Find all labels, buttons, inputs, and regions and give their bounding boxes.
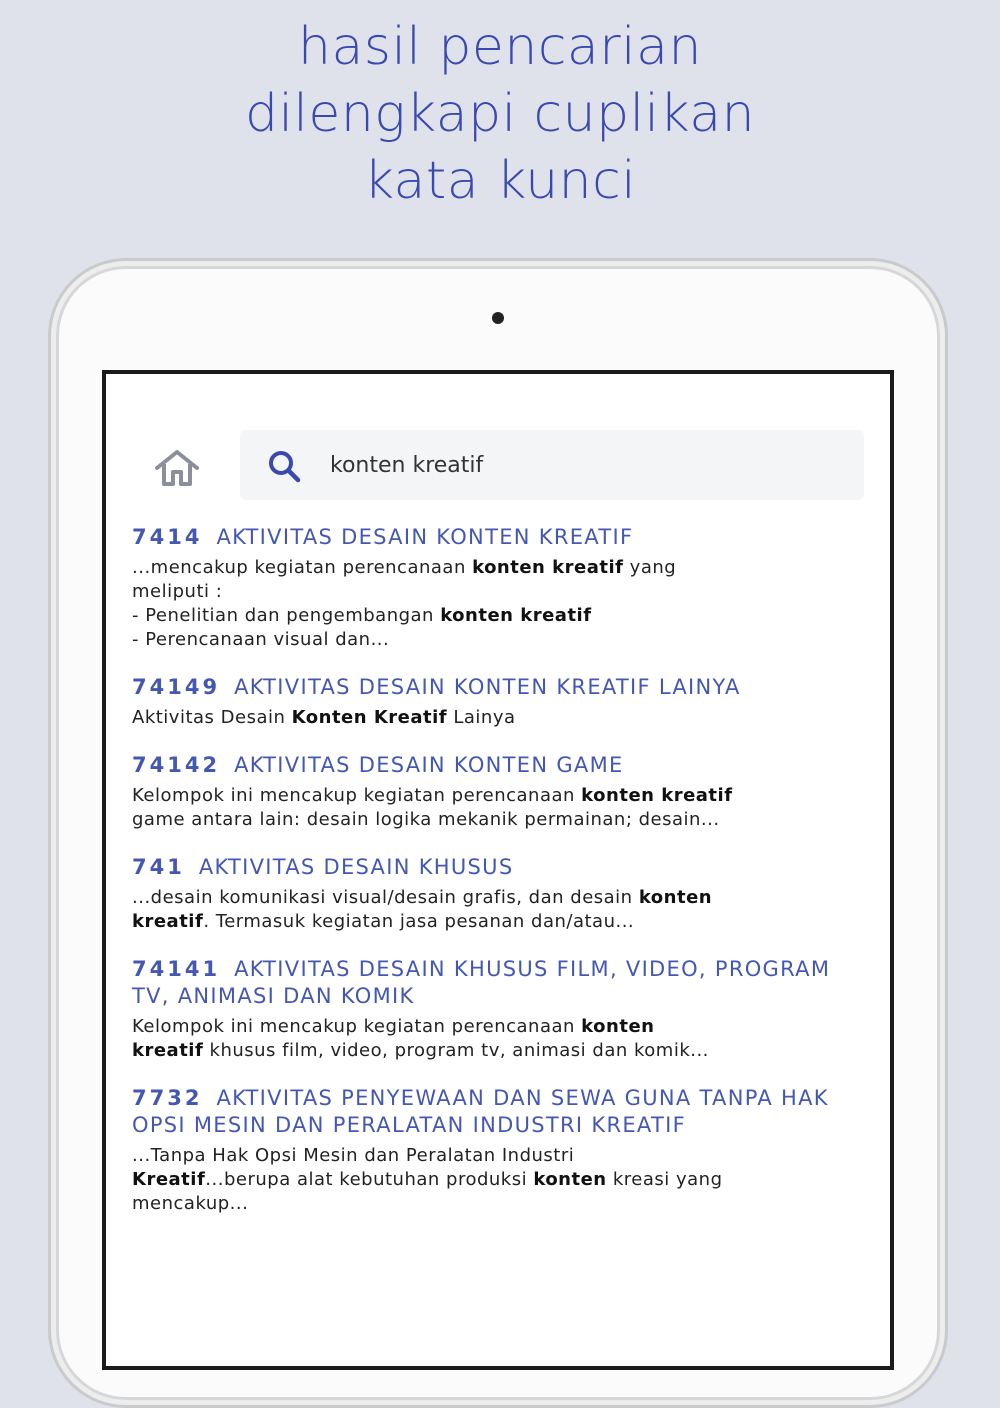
- snippet-text: kreasi yang mencakup...: [132, 1169, 723, 1214]
- result-snippet: [132, 1144, 872, 1216]
- headline-line-1: hasil pencarian: [298, 17, 702, 77]
- result-title-text: AKTIVITAS DESAIN KONTEN KREATIF LAINYA: [234, 675, 741, 699]
- snippet-text: ...Tanpa Hak Opsi Mesin dan Peralatan Industri: [132, 1145, 575, 1166]
- result-code: 74141: [132, 957, 221, 981]
- snippet-text: ...mencakup kegiatan perencanaan: [132, 557, 473, 578]
- result-title-text: AKTIVITAS PENYEWAAN DAN SEWA GUNA TANPA HAK OPSI MESIN DAN PERALATAN INDUSTRI KREATIF: [132, 1086, 829, 1137]
- headline-line-2: dilengkapi cuplikan: [244, 84, 756, 144]
- home-button[interactable]: [152, 446, 202, 490]
- home-icon: [153, 448, 201, 488]
- snippet-text: - Perencanaan visual dan...: [132, 629, 390, 650]
- result-title[interactable]: [132, 524, 872, 551]
- snippet-text: . Termasuk kegiatan jasa pesanan dan/atau...: [203, 911, 635, 932]
- results-list: [132, 524, 872, 1238]
- result-snippet: [132, 784, 872, 832]
- result-code: 7414: [132, 525, 203, 549]
- result-title-text: AKTIVITAS DESAIN KHUSUS FILM, VIDEO, PROGRAM TV, ANIMASI DAN KOMIK: [132, 957, 831, 1008]
- result-snippet: [132, 706, 872, 730]
- result-title-text: AKTIVITAS DESAIN KONTEN KREATIF: [216, 525, 634, 549]
- result-item[interactable]: [132, 752, 872, 832]
- app-screen: [102, 370, 894, 1370]
- result-item[interactable]: [132, 1085, 872, 1216]
- search-input[interactable]: [330, 444, 840, 486]
- result-title[interactable]: [132, 1085, 872, 1139]
- snippet-keyword: konten: [581, 1016, 655, 1037]
- result-snippet: [132, 886, 872, 934]
- camera-dot: [492, 312, 504, 324]
- result-snippet: [132, 1015, 872, 1063]
- result-code: 741: [132, 855, 185, 879]
- snippet-text: Kelompok ini mencakup kegiatan perencanaan: [132, 1016, 582, 1037]
- result-title[interactable]: [132, 674, 872, 701]
- result-code: 7732: [132, 1086, 203, 1110]
- snippet-keyword: konten: [533, 1169, 607, 1190]
- snippet-text: ...berupa alat kebutuhan produksi: [205, 1169, 534, 1190]
- snippet-keyword: konten kreatif: [440, 605, 592, 626]
- result-item[interactable]: [132, 674, 872, 730]
- snippet-keyword: Kreatif: [132, 1169, 206, 1190]
- result-item[interactable]: [132, 854, 872, 934]
- snippet-text: yang meliputi : - Penelitian dan pengembangan: [132, 557, 677, 626]
- result-item[interactable]: [132, 956, 872, 1063]
- snippet-text: ...desain komunikasi visual/desain grafis, dan desain: [132, 887, 639, 908]
- result-item[interactable]: [132, 524, 872, 652]
- result-code: 74142: [132, 753, 221, 777]
- snippet-text: Aktivitas Desain: [132, 707, 292, 728]
- snippet-text: Lainya: [447, 707, 516, 728]
- search-box[interactable]: [240, 430, 864, 500]
- snippet-text: khusus film, video, program tv, animasi dan komik...: [203, 1040, 709, 1061]
- result-snippet: [132, 556, 872, 652]
- snippet-keyword: kreatif: [132, 911, 204, 932]
- snippet-text: game antara lain: desain logika mekanik permainan; desain...: [132, 809, 720, 830]
- result-title-text: AKTIVITAS DESAIN KHUSUS: [198, 855, 514, 879]
- snippet-keyword: konten: [638, 887, 713, 908]
- headline: [0, 14, 1000, 215]
- result-title-text: AKTIVITAS DESAIN KONTEN GAME: [234, 753, 624, 777]
- snippet-keyword: Konten Kreatif: [291, 707, 448, 728]
- snippet-keyword: konten kreatif: [581, 785, 733, 806]
- snippet-keyword: kreatif: [132, 1040, 204, 1061]
- result-code: 74149: [132, 675, 221, 699]
- snippet-text: Kelompok ini mencakup kegiatan perencanaan: [132, 785, 582, 806]
- result-title[interactable]: [132, 752, 872, 779]
- result-title[interactable]: [132, 854, 872, 881]
- result-title[interactable]: [132, 956, 872, 1010]
- snippet-keyword: konten kreatif: [472, 557, 624, 578]
- headline-line-3: kata kunci: [363, 151, 637, 211]
- search-icon[interactable]: [266, 448, 302, 484]
